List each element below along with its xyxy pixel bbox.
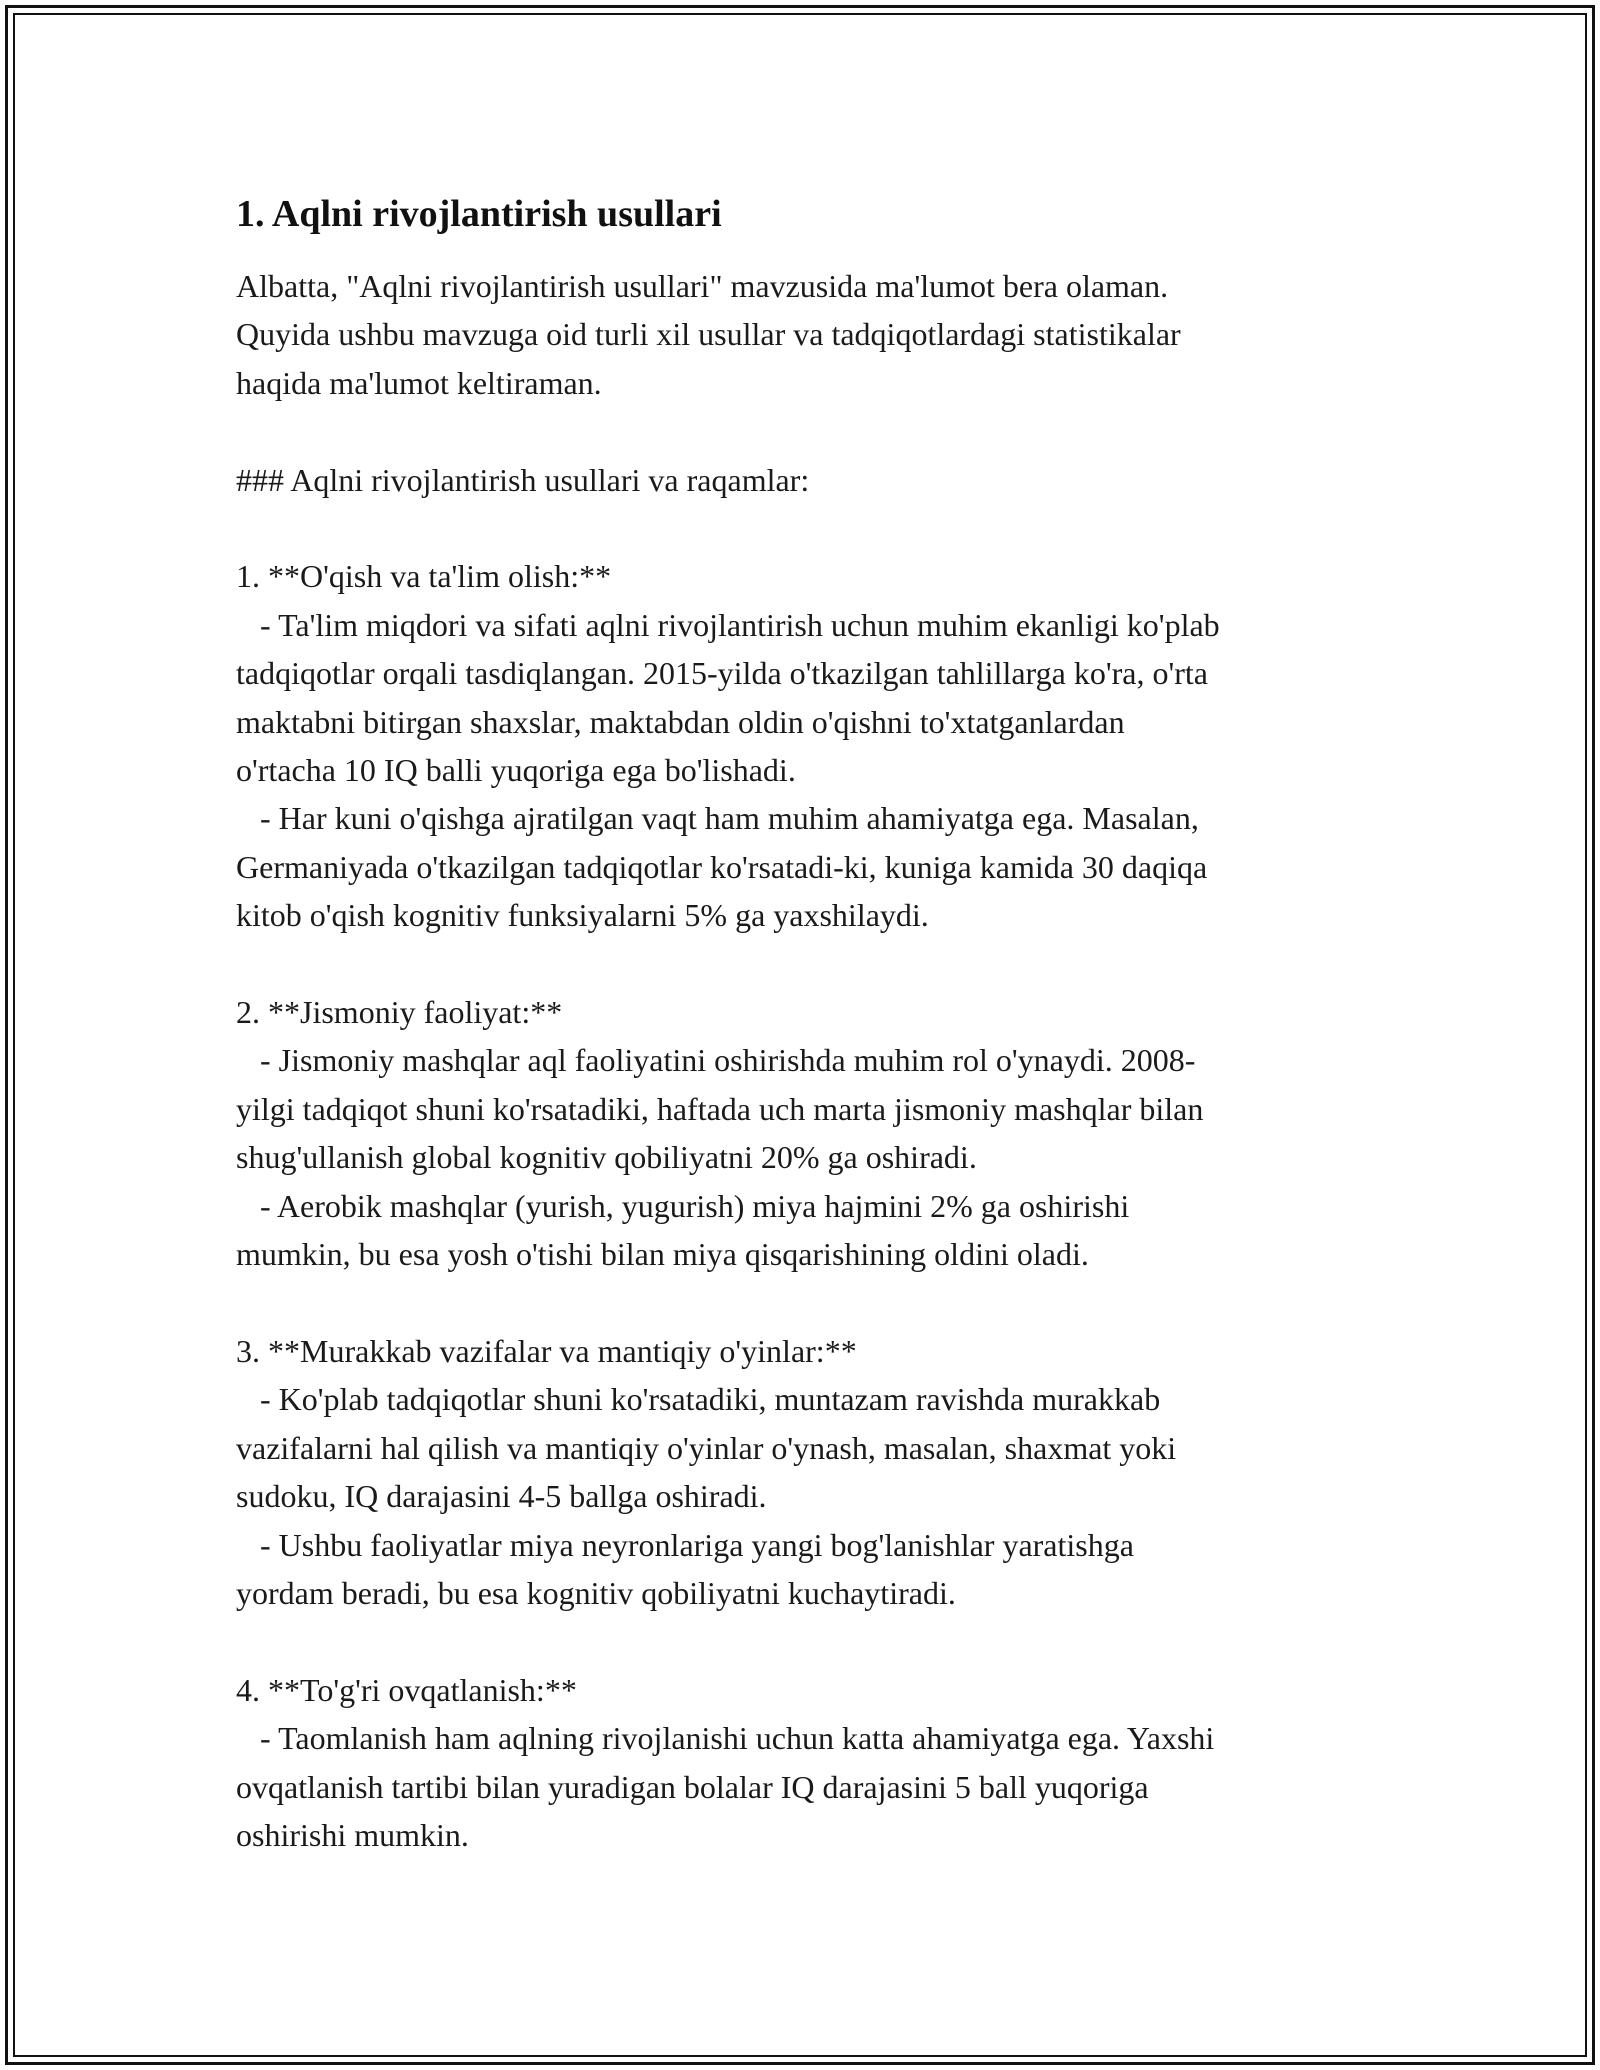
- document-title: 1. Aqlni rivojlantirish usullari: [236, 193, 722, 235]
- intro-paragraph: Albatta, "Aqlni rivojlantirish usullari" mavzusida ma'lumot bera olaman. Quyida ushbu mavzuga oid turli xil usullar va tadqiqotlardagi statistikalar haqida ma'lumot keltiraman.: [236, 268, 1181, 401]
- subheading: ### Aqlni rivojlantirish usullari va raqamlar:: [236, 461, 810, 498]
- section-text: - Ko'plab tadqiqotlar shuni ko'rsatadiki, muntazam ravishda murakkab vazifalarni hal qilish va mantiqiy o'yinlar o'ynash, masalan, shaxmat yoki sudoku, IQ darajasini 4-5 ballga oshiradi. - Ushbu faoliyatlar miya neyronlariga yangi bog'lanishlar yaratishga yordam beradi, bu esa kognitiv qobiliyatni kuchaytiradi.: [236, 1381, 1177, 1611]
- section-complex-tasks: [236, 1327, 1386, 1617]
- section-physical-activity: [236, 988, 1386, 1278]
- section-reading: [236, 552, 1386, 939]
- paragraph-spacer: [236, 407, 1386, 455]
- paragraph-spacer: [236, 1617, 1386, 1665]
- section-heading: 2. **Jismoniy faoliyat:**: [236, 994, 563, 1031]
- paragraph-spacer: [236, 940, 1386, 988]
- document-body: [236, 186, 1386, 1859]
- section-heading: 4. **To'g'ri ovqatlanish:**: [236, 1671, 577, 1708]
- section-text: - Jismoniy mashqlar aql faoliyatini oshirishda muhim rol o'ynaydi. 2008- yilgi tadqiqot shuni ko'rsatadiki, haftada uch marta jismoniy mashqlar bilan shug'ullanish global kognitiv qobiliyatni 20% ga oshiradi. - Aerobik mashqlar (yurish, yugurish) miya hajmini 2% ga oshirishi mumkin, bu esa yosh o'tishi bilan miya qisqarishining oldini oladi.: [236, 1042, 1204, 1273]
- section-heading: 1. **O'qish va ta'lim olish:**: [236, 558, 612, 595]
- section-text: - Ta'lim miqdori va sifati aqlni rivojlantirish uchun muhim ekanligi ko'plab tadqiqotlar orqali tasdiqlangan. 2015-yilda o'tkazilgan tahlillarga ko'ra, o'rta maktabni bitirgan shaxslar, maktabdan oldin o'qishni to'xtatganlardan o'rtacha 10 IQ balli yuqoriga ega bo'lishadi. - Har kuni o'qishga ajratilgan vaqt ham muhim ahamiyatga ega. Masalan, Germaniyada o'tkazilgan tadqiqotlar ko'rsatadi-ki, kuniga kamida 30 daqiqa kitob o'qish kognitiv funksiyalarni 5% ga yaxshilaydi.: [236, 606, 1220, 934]
- paragraph-spacer: [236, 1278, 1386, 1326]
- section-heading: 3. **Murakkab vazifalar va mantiqiy o'yinlar:**: [236, 1332, 857, 1369]
- paragraph-spacer: [236, 504, 1386, 552]
- section-nutrition: [236, 1666, 1386, 1860]
- section-text: - Taomlanish ham aqlning rivojlanishi uchun katta ahamiyatga ega. Yaxshi ovqatlanish tartibi bilan yuradigan bolalar IQ darajasini 5 ball yuqoriga oshirishi mumkin.: [236, 1720, 1215, 1853]
